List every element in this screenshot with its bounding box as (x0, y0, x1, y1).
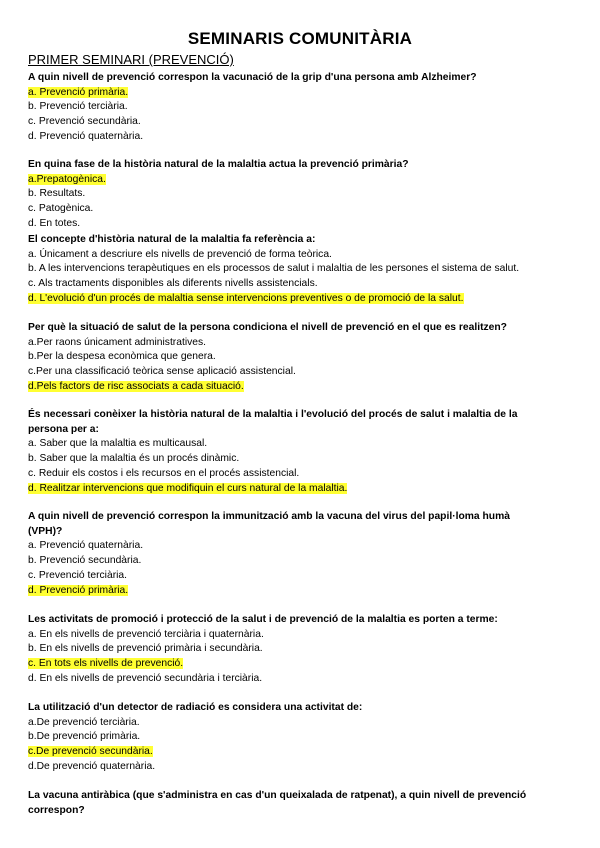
answer-option-correct (28, 584, 128, 597)
answer-option (28, 716, 140, 729)
question-text: Les activitats de promoció i protecció de la salut i de prevenció de la malaltia es porten a terme: (28, 614, 498, 625)
page-title: SEMINARIS COMUNITÀRIA (187, 29, 413, 48)
answer-option-correct (28, 657, 183, 670)
answer-option-correct (28, 482, 347, 495)
answer-option-text: c. Prevenció terciària. (28, 569, 128, 581)
answer-option (28, 672, 262, 685)
answer-option (28, 642, 263, 655)
answer-option-text: d.De prevenció quaternària. (28, 760, 156, 772)
answer-option-text: d. Prevenció quaternària. (28, 130, 144, 142)
answer-option-text: b. Prevenció terciària. (28, 101, 128, 113)
question-text: La vacuna antiràbica (que s'administra en cas d'un queixalada de ratpenat), a quin nivell de prevenció (28, 790, 527, 801)
answer-option-text: d. L'evolució d'un procés de malaltia sense intervencions preventives o de promoció de la salut. (28, 292, 464, 304)
answer-option-text: a. En els nivells de prevenció terciària i quaternària. (28, 628, 264, 640)
answer-option-text: b. Prevenció secundària. (28, 555, 142, 567)
answer-option (28, 760, 155, 773)
answer-option-correct (28, 745, 153, 758)
answer-option (28, 350, 216, 363)
answer-option-text: a.Prepatogènica. (28, 173, 106, 185)
question-text: Per què la situació de salut de la persona condiciona el nivell de prevenció en el que es realitzen? (28, 322, 507, 333)
answer-option-correct (28, 86, 128, 99)
question-text: (VPH)? (28, 525, 63, 537)
answer-option-text: b. En els nivells de prevenció primària i secundària. (28, 643, 263, 655)
answer-option-text: c. Patogènica. (28, 203, 94, 215)
answer-option (28, 100, 128, 113)
answer-option (28, 437, 207, 450)
answer-option (28, 452, 239, 465)
answer-option-text: d. En els nivells de prevenció secundària i terciària. (28, 672, 263, 684)
answer-option-text: b. Resultats. (28, 188, 86, 200)
question-text: correspon? (28, 804, 85, 816)
question-text: En quina fase de la història natural de la malaltia actua la prevenció primària? (28, 159, 409, 170)
answer-option-text: a.Per raons únicament administratives. (28, 336, 206, 348)
answer-option-text: b. A les intervencions terapèutiques en els processos de salut i malaltia de les persones el sistema de salut. (28, 263, 520, 275)
answer-option-text: a. Únicament a descriure els nivells de prevenció de forma teòrica. (28, 248, 332, 260)
answer-option-text: d. En totes. (28, 217, 81, 229)
answer-option-text: d. Realitzar intervencions que modifiquin el curs natural de la malaltia. (28, 482, 348, 494)
answer-option-text: c. Als tractaments disponibles als diferents nivells assistencials. (28, 278, 318, 290)
answer-option-text: c. Reduir els costos i els recursos en el procés assistencial. (28, 467, 300, 479)
answer-option-text: a.De prevenció terciària. (28, 716, 140, 728)
answer-option (28, 730, 140, 743)
answer-option (28, 217, 80, 230)
answer-option-text: b.De prevenció primària. (28, 731, 141, 743)
answer-option-correct (28, 173, 106, 186)
answer-option-text: a. Prevenció primària. (28, 86, 129, 98)
answer-option (28, 569, 127, 582)
question-text: El concepte d'història natural de la malaltia fa referència a: (28, 234, 316, 245)
answer-option-text: c. Prevenció secundària. (28, 116, 141, 128)
section-heading: PRIMER SEMINARI (PREVENCIÓ) (28, 52, 234, 67)
answer-option-correct (28, 292, 464, 305)
question-text: A quin nivell de prevenció correspon la immunització amb la vacuna del virus del papil·loma humà (28, 511, 510, 522)
answer-option-text: a. Prevenció quaternària. (28, 540, 144, 552)
answer-option (28, 202, 93, 215)
answer-option (28, 248, 332, 261)
answer-option (28, 187, 85, 200)
answer-option (28, 365, 296, 378)
answer-option-text: d. Prevenció primària. (28, 584, 129, 596)
answer-option-text: a. Saber que la malaltia es multicausal. (28, 438, 208, 450)
answer-option (28, 467, 299, 480)
answer-option (28, 115, 141, 128)
answer-option-correct (28, 380, 244, 393)
answer-option (28, 554, 141, 567)
answer-option-text: c.Per una classificació teòrica sense aplicació assistencial. (28, 366, 296, 378)
answer-option (28, 539, 143, 552)
question-text: La utilització d'un detector de radiació es considera una activitat de: (28, 702, 363, 713)
answer-option (28, 628, 264, 641)
question-text: És necessari conèixer la història natural de la malaltia i l'evolució del procés de salut i malaltia de la (28, 409, 518, 420)
answer-option-text: b. Saber que la malaltia és un procés dinàmic. (28, 453, 240, 465)
answer-option-text: c.De prevenció secundària. (28, 746, 153, 758)
answer-option (28, 336, 206, 349)
answer-option-text: d.Pels factors de risc associats a cada situació. (28, 380, 244, 392)
answer-option (28, 277, 318, 290)
question-text: persona per a: (28, 423, 99, 435)
answer-option (28, 130, 143, 143)
answer-option (28, 262, 519, 275)
question-text: A quin nivell de prevenció correspon la vacunació de la grip d'una persona amb Alzheimer? (28, 72, 477, 83)
answer-option-text: b.Per la despesa econòmica que genera. (28, 351, 216, 363)
answer-option-text: c. En tots els nivells de prevenció. (28, 658, 184, 670)
